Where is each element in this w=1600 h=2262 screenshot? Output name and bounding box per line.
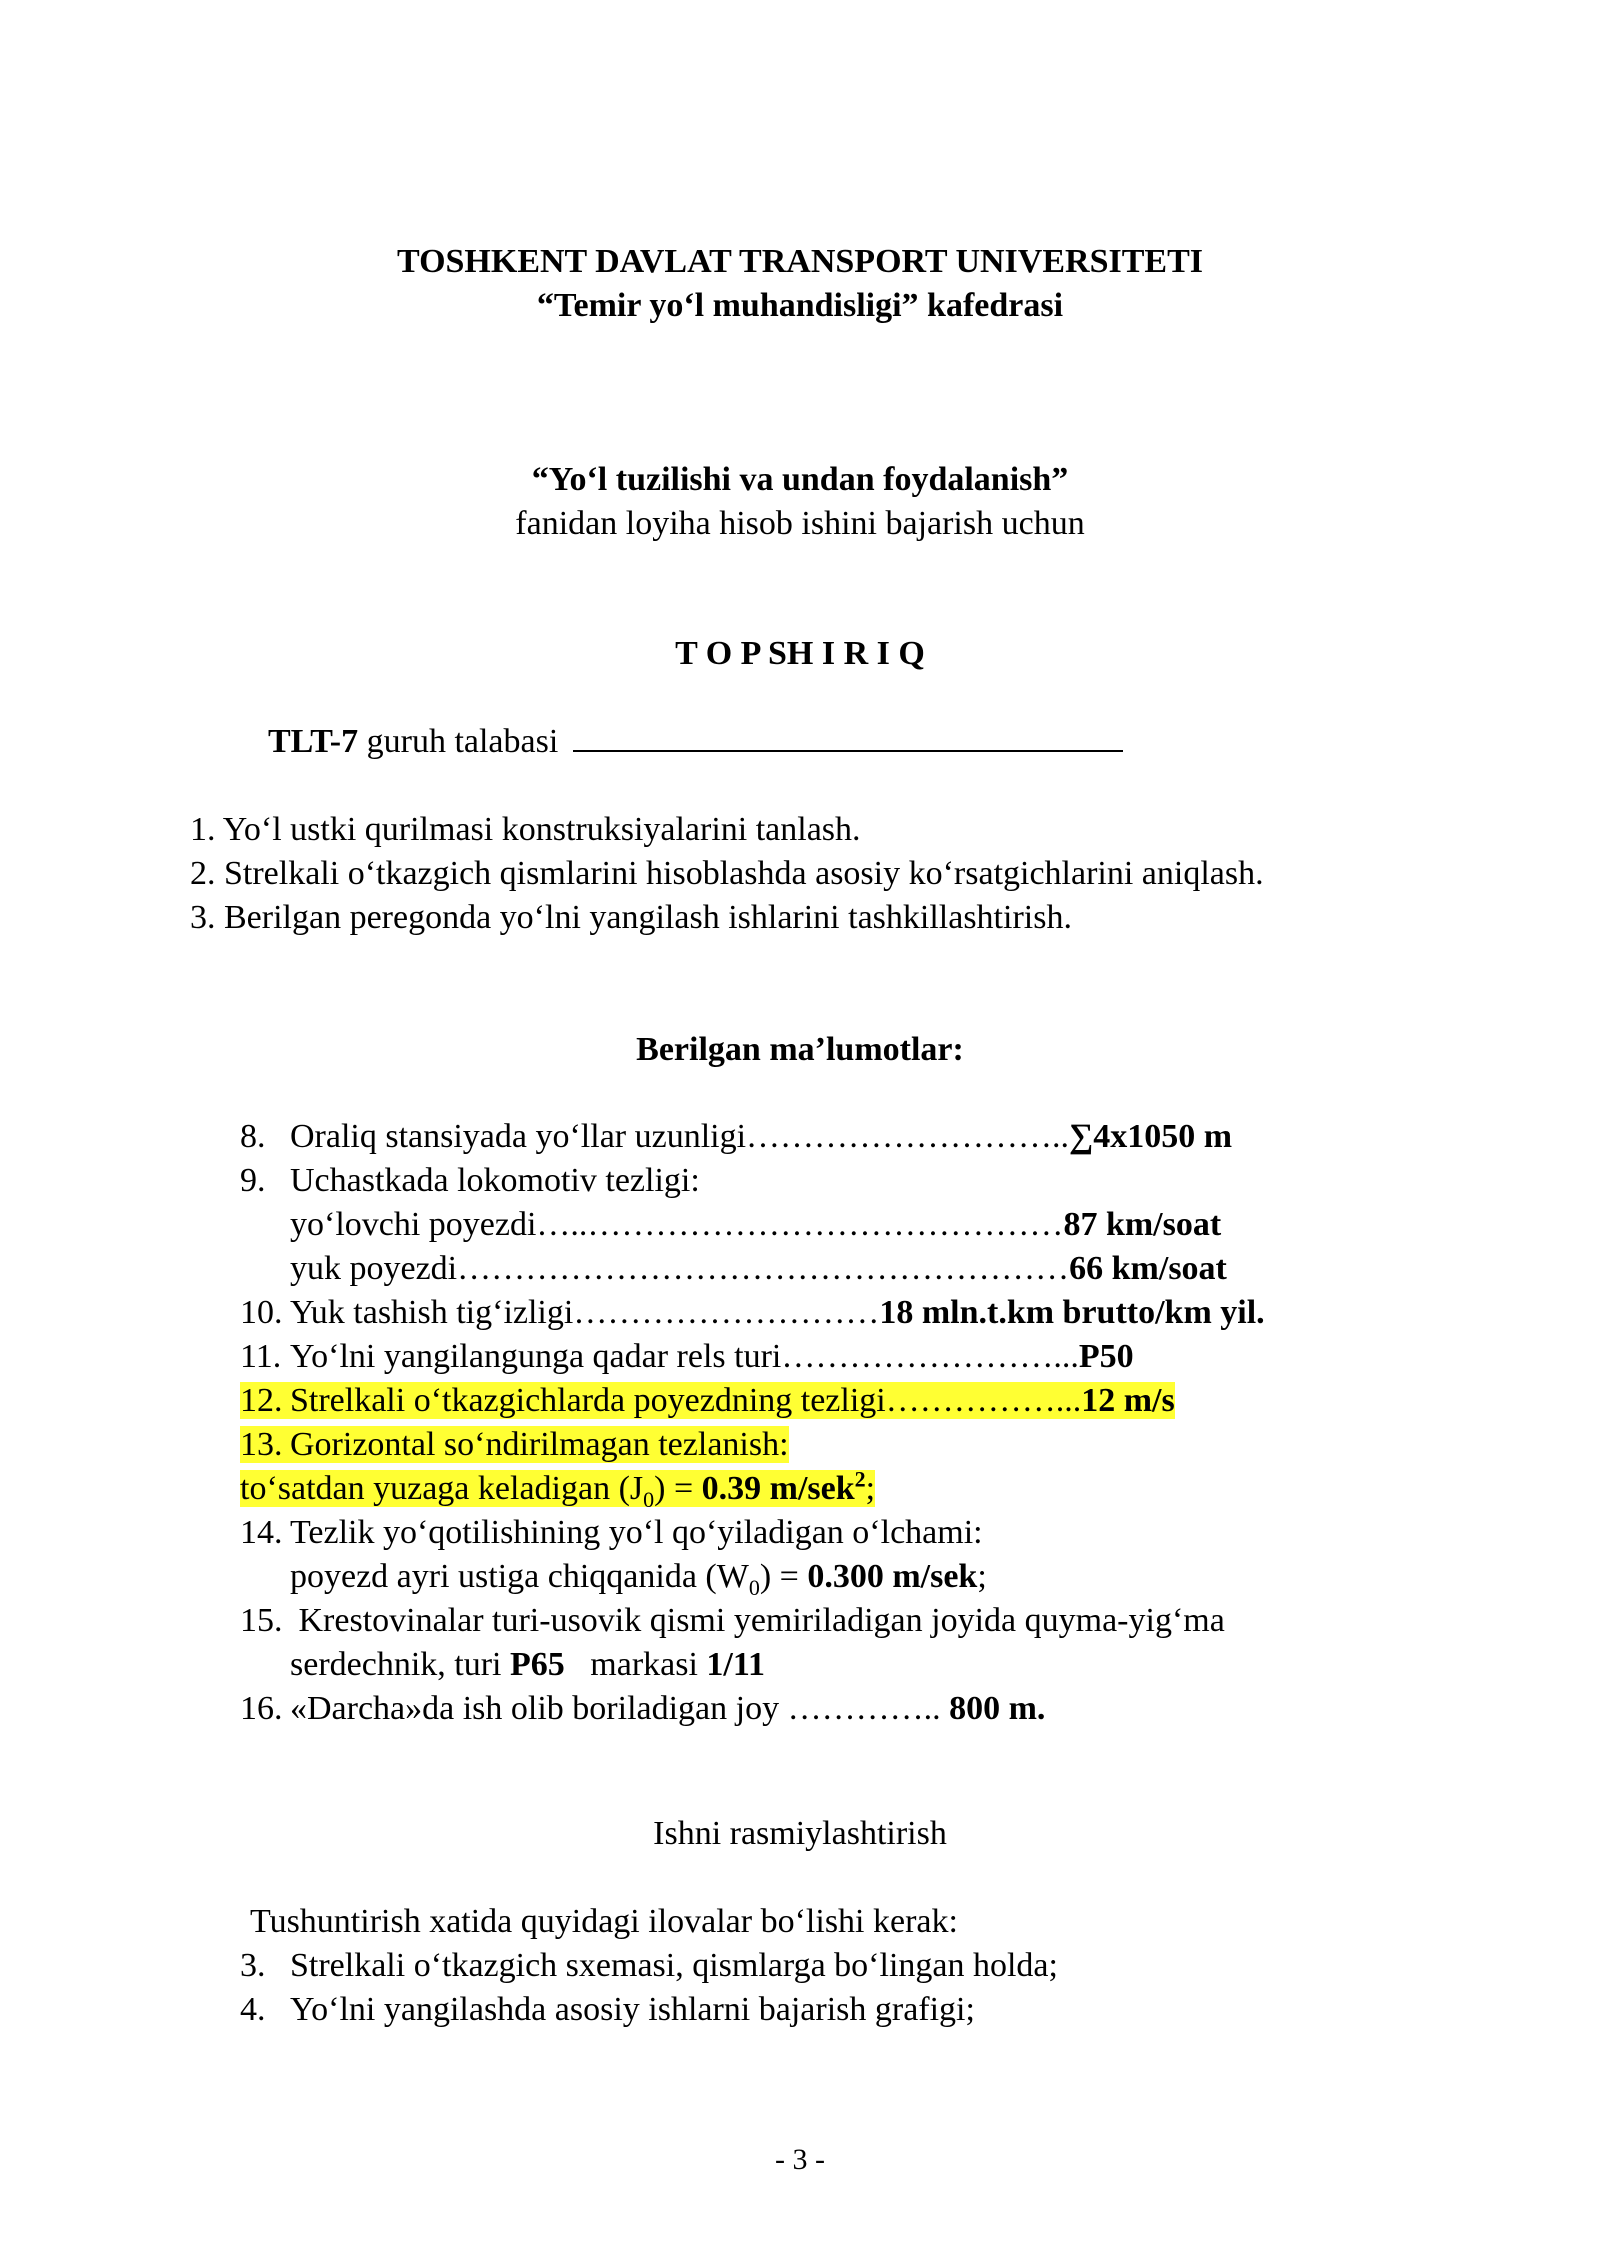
item-end: ;	[977, 1558, 987, 1595]
item-text-2: ) =	[759, 1558, 808, 1595]
item-text: to‘satdan yuzaga keladigan (J	[240, 1470, 644, 1507]
item-text: poyezd ayri ustiga chiqqanida (W	[290, 1558, 749, 1595]
given-item-12	[240, 1379, 1175, 1422]
given-item-9a	[290, 1203, 1221, 1246]
item-text-2: ) =	[654, 1470, 702, 1507]
subject-title: “Yo‘l tuzilishi va undan foydalanish”	[531, 461, 1069, 498]
student-label: guruh talabasi	[366, 723, 559, 760]
subject-subtitle: fanidan loyiha hisob ishini bajarish uchun	[515, 505, 1085, 542]
item-text: Uchastkada lokomotiv tezligi:	[290, 1162, 700, 1199]
item-type: P65	[510, 1646, 565, 1683]
item-text: Yo‘lni yangilashda asosiy ishlarni bajarish grafigi;	[290, 1991, 975, 2028]
group-code: TLT-7	[268, 723, 359, 760]
appendix-item-4	[240, 1988, 975, 2031]
university-name: TOSHKENT DAVLAT TRANSPORT UNIVERSITETI	[397, 243, 1203, 280]
task-item-2: 2. Strelkali o‘tkazgich qismlarini hisoblashda asosiy ko‘rsatgichlarini aniqlash.	[190, 855, 1264, 892]
appendix-item-3	[240, 1944, 1058, 1987]
item-number: 12.	[240, 1382, 283, 1419]
item-number: 13.	[240, 1426, 283, 1463]
page-number: - 3 -	[775, 2143, 825, 2176]
item-number: 11.	[240, 1338, 282, 1375]
item-value: 87 km/soat	[1063, 1206, 1222, 1243]
subscript: 0	[643, 1486, 655, 1512]
item-value: 0.300 m/sek	[807, 1558, 978, 1595]
item-value: 12 m/s	[1081, 1382, 1175, 1419]
given-item-14	[240, 1511, 983, 1554]
appendix-intro: Tushuntirish xatida quyidagi ilovalar bo‘lishi kerak:	[250, 1903, 958, 1940]
given-item-14a	[290, 1555, 987, 1598]
given-item-9b	[290, 1247, 1227, 1290]
given-item-11	[240, 1335, 1134, 1378]
subscript: 0	[748, 1574, 760, 1600]
superscript: 2	[854, 1466, 866, 1492]
task-item-3: 3. Berilgan peregonda yo‘lni yangilash ishlarini tashkillashtirish.	[190, 899, 1072, 936]
item-number: 14.	[240, 1514, 283, 1551]
item-text: Strelkali o‘tkazgichlarda poyezdning tezligi……………...	[290, 1382, 1082, 1419]
student-name-blank[interactable]	[573, 720, 1123, 752]
item-text: Yo‘lni yangilangunga qadar rels turi……………………...	[290, 1338, 1079, 1375]
item-value: ∑4x1050 m	[1069, 1118, 1233, 1155]
item-mark: 1/11	[706, 1646, 765, 1683]
item-number: 10.	[240, 1294, 283, 1331]
task-item-1: 1. Yo‘l ustki qurilmasi konstruksiyalarini tanlash.	[190, 811, 861, 848]
item-number: 16.	[240, 1690, 283, 1727]
item-value: 0.39 m/sek	[701, 1470, 855, 1507]
given-item-15a	[290, 1643, 765, 1686]
given-item-9	[240, 1159, 700, 1202]
item-text: Strelkali o‘tkazgich sxemasi, qismlarga bo‘lingan holda;	[290, 1947, 1058, 1984]
item-text: Gorizontal so‘ndirilmagan tezlanish:	[290, 1426, 789, 1463]
item-number: 8.	[240, 1118, 266, 1155]
item-text: «Darcha»da ish olib boriladigan joy …………..	[290, 1690, 950, 1727]
given-item-13a	[240, 1467, 875, 1510]
item-value: 66 km/soat	[1069, 1250, 1227, 1287]
item-text: serdechnik, turi	[290, 1646, 510, 1683]
given-item-10	[240, 1291, 1265, 1334]
item-text: Yuk tashish tig‘izligi………………………	[290, 1294, 880, 1331]
item-text: Oraliq stansiyada yo‘llar uzunligi………………………..	[290, 1118, 1070, 1155]
task-heading: T O P SH I R I Q	[675, 635, 925, 672]
item-text: Krestovinalar turi-usovik qismi yemiriladigan joyida quyma-yig‘ma	[290, 1602, 1225, 1639]
item-text: yuk poyezdi………………………………………………	[290, 1250, 1070, 1287]
item-text: yo‘lovchi poyezdi…..……………………………………	[290, 1206, 1064, 1243]
given-item-15	[240, 1599, 1225, 1642]
department-name: “Temir yo‘l muhandisligi” kafedrasi	[536, 287, 1064, 324]
given-item-16	[240, 1687, 1045, 1730]
item-text: Tezlik yo‘qotilishining yo‘l qo‘yiladigan o‘lchami:	[290, 1514, 983, 1551]
student-line	[268, 720, 1123, 763]
formal-heading: Ishni rasmiylashtirish	[653, 1815, 947, 1852]
given-item-8	[240, 1115, 1232, 1158]
item-value: P50	[1078, 1338, 1134, 1375]
item-number: 9.	[240, 1162, 266, 1199]
item-number: 15.	[240, 1602, 283, 1639]
item-value: 800 m.	[949, 1690, 1046, 1727]
given-heading: Berilgan ma’lumotlar:	[636, 1031, 964, 1068]
item-mid: markasi	[564, 1646, 707, 1683]
item-value: 18 mln.t.km brutto/km yil.	[879, 1294, 1265, 1331]
item-number: 3.	[240, 1947, 266, 1984]
item-number: 4.	[240, 1991, 266, 2028]
given-item-13	[240, 1423, 789, 1466]
item-end: ;	[865, 1470, 876, 1507]
